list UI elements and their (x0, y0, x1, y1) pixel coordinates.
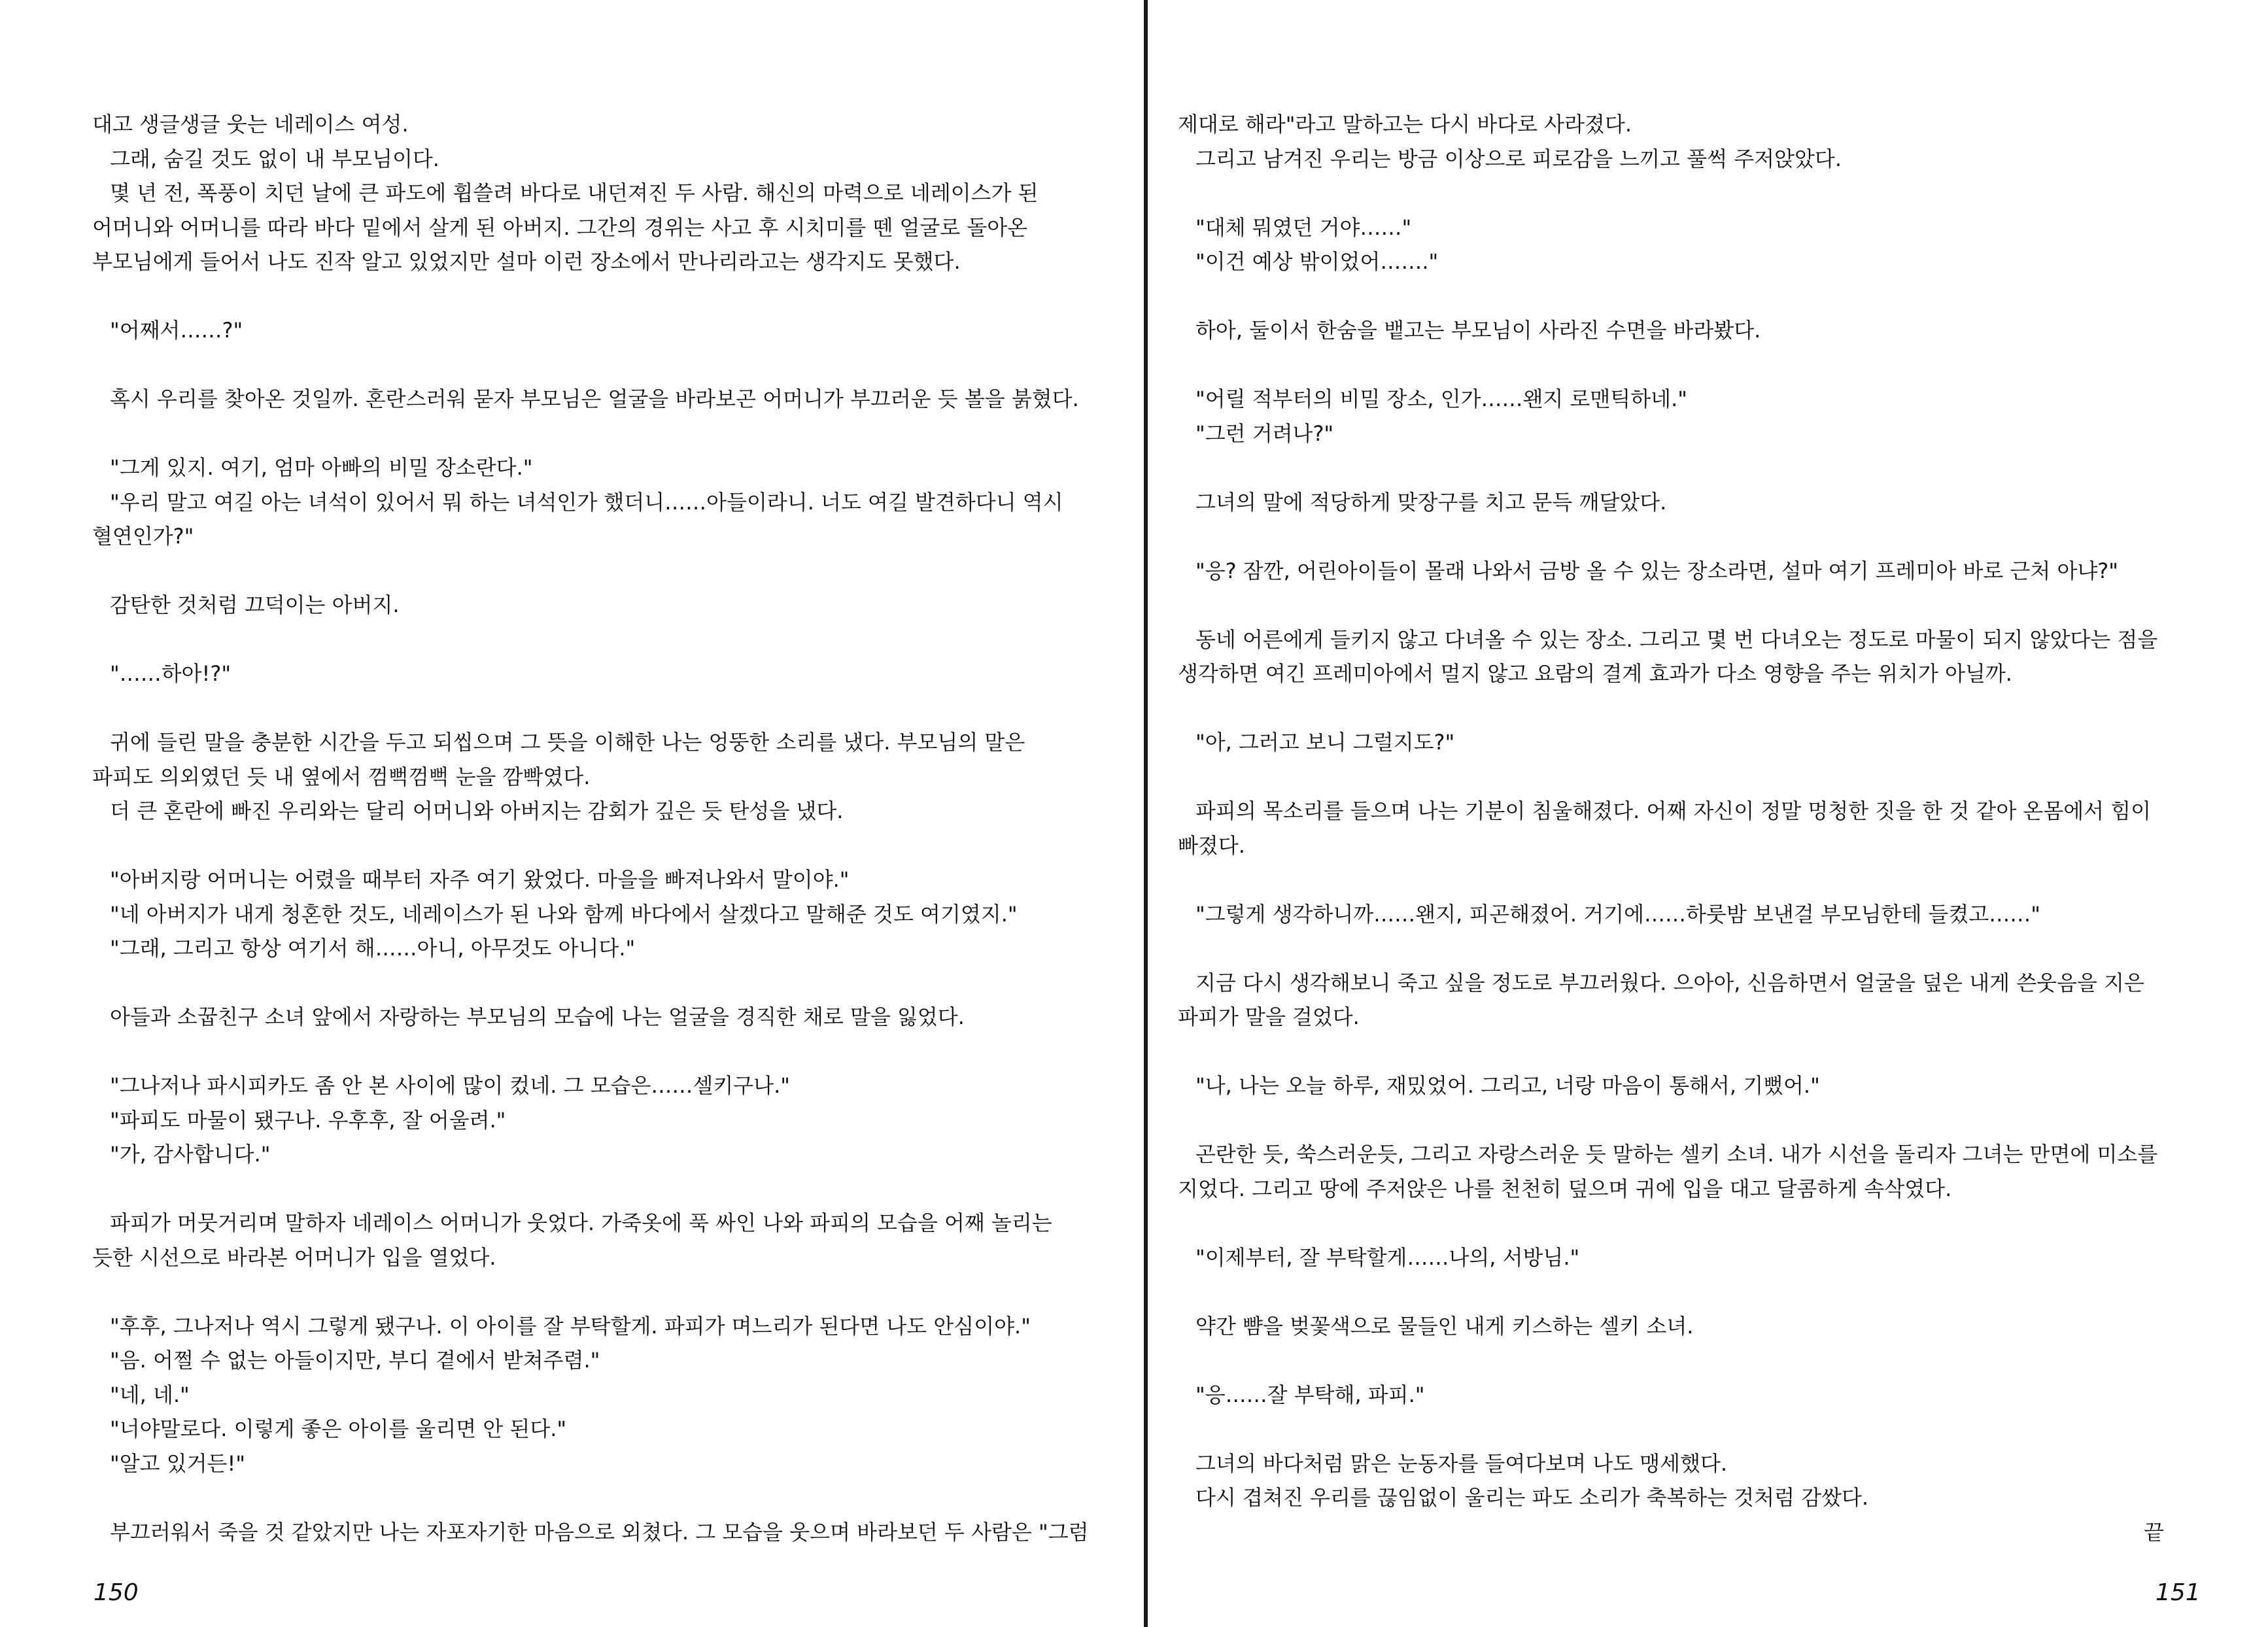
text-line: 그녀의 바다처럼 맑은 눈동자를 들여다보며 나도 맹세했다. (1195, 1450, 1728, 1476)
text-line: "아, 그러고 보니 그럴지도?" (1195, 730, 1455, 755)
text-line: 귀에 들린 말을 충분한 시간을 두고 되씹으며 그 뜻을 이해한 나는 엉뚱한 소리를 냈다. 부모님의 말은 (110, 730, 1025, 755)
text-line: "응? 잠깐, 어린아이들이 몰래 나와서 금방 올 수 있는 장소라면, 설마 여기 프레미아 바로 근처 아냐?" (1195, 558, 2118, 583)
text-line: "대체 뭐였던 거야……" (1195, 214, 1412, 240)
text-line: "이제부터, 잘 부탁할게……나의, 서방님." (1195, 1244, 1580, 1270)
text-line: 파피의 목소리를 들으며 나는 기분이 침울해졌다. 어째 자신이 정말 멍청한 짓을 한 것 같아 온몸에서 힘이 (1195, 798, 2152, 823)
text-line: "네 아버지가 내게 청혼한 것도, 네레이스가 된 나와 함께 바다에서 살겠다고 말해준 것도 여기였지." (110, 901, 1018, 927)
page-number: 151 (2156, 1579, 2201, 1606)
page-number: 150 (94, 1579, 139, 1606)
text-line: 파피가 말을 걸었다. (1178, 1004, 1360, 1029)
text-line: 동네 어른에게 들키지 않고 다녀올 수 있는 장소. 그리고 몇 번 다녀오는 정도로 마물이 되지 않았다는 점을 (1195, 626, 2158, 652)
text-line: 더 큰 혼란에 빠진 우리와는 달리 어머니와 아버지는 감회가 깊은 듯 탄성을 냈다. (110, 798, 844, 823)
text-line: "그나저나 파시피카도 좀 안 본 사이에 많이 컸네. 그 모습은……셀키구나." (110, 1073, 790, 1098)
text-line: "후후, 그나저나 역시 그렇게 됐구나. 이 아이를 잘 부탁할게. 파피가 며느리가 된다면 나도 안심이야." (110, 1313, 1031, 1339)
text-line: 곤란한 듯, 쑥스러운듯, 그리고 자랑스러운 듯 말하는 셀키 소녀. 내가 시선을 돌리자 그녀는 만면에 미소를 (1195, 1142, 2158, 1167)
text-line: "아버지랑 어머니는 어렸을 때부터 자주 여기 왔었다. 마을을 빠져나와서 말이야." (110, 867, 850, 892)
text-line: "알고 있거든!" (110, 1450, 245, 1476)
left-page-text (92, 107, 1132, 1559)
text-line: "이건 예상 밖이었어……." (1195, 249, 1439, 274)
text-line: "파피도 마물이 됐구나. 우후후, 잘 어울려." (110, 1107, 506, 1133)
end-mark: 끝 (2144, 1519, 2164, 1545)
right-page-text (1178, 107, 2211, 1559)
text-line: "그런 거려나?" (1195, 420, 1334, 446)
text-line: 빠졌다. (1178, 832, 1245, 858)
text-line: "어째서……?" (110, 318, 243, 343)
text-line: 그리고 남겨진 우리는 방금 이상으로 피로감을 느끼고 풀썩 주저앉았다. (1195, 146, 1842, 171)
text-line: 생각하면 여긴 프레미아에서 멀지 않고 요람의 결계 효과가 다소 영향을 주는 위치가 아닐까. (1178, 661, 2012, 686)
text-line: 하아, 둘이서 한숨을 뱉고는 부모님이 사라진 수면을 바라봤다. (1195, 318, 1761, 343)
text-line: "……하아!?" (110, 661, 232, 686)
text-line: 혹시 우리를 찾아온 것일까. 혼란스러워 묻자 부모님은 얼굴을 바라보곤 어머니가 부끄러운 듯 볼을 붉혔다. (110, 386, 1079, 411)
text-line: 지금 다시 생각해보니 죽고 싶을 정도로 부끄러웠다. 으아아, 신음하면서 얼굴을 덮은 내게 쓴웃음을 지은 (1195, 970, 2144, 995)
text-line: 듯한 시선으로 바라본 어머니가 입을 열었다. (92, 1244, 496, 1270)
text-line: 다시 겹쳐진 우리를 끊임없이 울리는 파도 소리가 축복하는 것처럼 감쌌다. (1195, 1485, 1869, 1510)
text-line: 감탄한 것처럼 끄덕이는 아버지. (110, 592, 400, 617)
text-line: 지었다. 그리고 땅에 주저앉은 나를 천천히 덮으며 귀에 입을 대고 달콤하게 속삭였다. (1178, 1176, 1952, 1201)
text-line: "가, 감사합니다." (110, 1142, 271, 1167)
text-line: 파피가 머뭇거리며 말하자 네레이스 어머니가 웃었다. 가죽옷에 푹 싸인 나와 파피의 모습을 어째 놀리는 (110, 1210, 1052, 1235)
text-line: 부모님에게 들어서 나도 진작 알고 있었지만 설마 이런 장소에서 만나리라고는 생각지도 못했다. (92, 249, 961, 274)
text-line: 약간 뺨을 벚꽃색으로 물들인 내게 키스하는 셀키 소녀. (1195, 1313, 1694, 1339)
text-line: "네, 네." (110, 1382, 190, 1407)
text-line: 그녀의 말에 적당하게 맞장구를 치고 문득 깨달았다. (1195, 489, 1667, 515)
right-page (1148, 0, 2268, 1627)
text-line: "응……잘 부탁해, 파피." (1195, 1382, 1425, 1407)
text-line: "음. 어쩔 수 없는 아들이지만, 부디 곁에서 받쳐주렴." (110, 1348, 600, 1373)
text-line: 대고 생글생글 웃는 네레이스 여성. (92, 112, 409, 137)
text-line: "어릴 적부터의 비밀 장소, 인가……왠지 로맨틱하네." (1195, 386, 1687, 411)
text-line: 부끄러워서 죽을 것 같았지만 나는 자포자기한 마음으로 외쳤다. 그 모습을 웃으며 바라보던 두 사람은 "그럼 (110, 1519, 1089, 1545)
text-line: "그렇게 생각하니까……왠지, 피곤해졌어. 거기에……하룻밤 보낸걸 부모님한테 들켰고……" (1195, 901, 2040, 927)
text-line: 아들과 소꿉친구 소녀 앞에서 자랑하는 부모님의 모습에 나는 얼굴을 경직한 채로 말을 잃었다. (110, 1004, 965, 1029)
text-line: 그래, 숨길 것도 없이 내 부모님이다. (110, 146, 439, 171)
text-line: "너야말로다. 이렇게 좋은 아이를 울리면 안 된다." (110, 1416, 567, 1441)
text-line: 몇 년 전, 폭풍이 치던 날에 큰 파도에 휩쓸려 바다로 내던져진 두 사람. 해신의 마력으로 네레이스가 된 (110, 180, 1039, 205)
text-line: "우리 말고 여길 아는 녀석이 있어서 뭐 하는 녀석인가 했더니……아들이라니. 너도 여길 발견하다니 역시 (110, 489, 1063, 515)
text-line: 어머니와 어머니를 따라 바다 밑에서 살게 된 아버지. 그간의 경위는 사고 후 시치미를 뗀 얼굴로 돌아온 (92, 214, 1028, 240)
text-line: 파피도 의외였던 듯 내 옆에서 껌뻑껌뻑 눈을 깜빡였다. (92, 764, 591, 789)
text-line: 혈연인가?" (92, 524, 194, 549)
text-line: 제대로 해라"라고 말하고는 다시 바다로 사라졌다. (1178, 112, 1632, 137)
text-line: "나, 나는 오늘 하루, 재밌었어. 그리고, 너랑 마음이 통해서, 기뻤어." (1195, 1073, 1820, 1098)
text-line: "그게 있지. 여기, 엄마 아빠의 비밀 장소란다." (110, 455, 533, 480)
text-line: "그래, 그리고 항상 여기서 해……아니, 아무것도 아니다." (110, 936, 636, 961)
